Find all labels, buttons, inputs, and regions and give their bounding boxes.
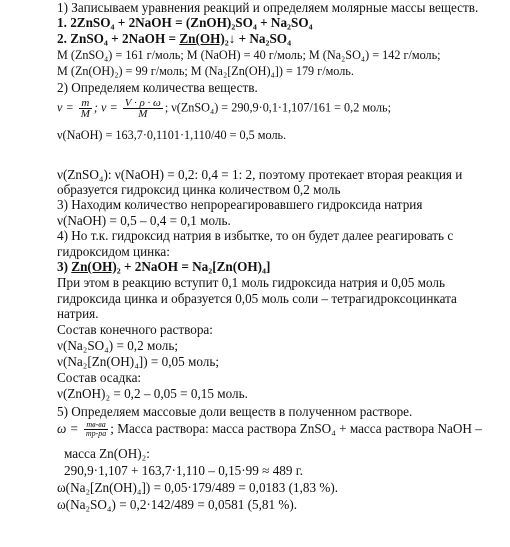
step-4-line-1 [57, 228, 453, 243]
precipitate-amount [57, 386, 248, 401]
denominator: M [138, 108, 148, 120]
text: образуется гидроксид цинка количеством 0,2 моль [57, 182, 341, 197]
text: масса Zn(OH)₂: [64, 446, 150, 461]
step-2-heading [57, 80, 258, 95]
molar-masses-2 [57, 64, 354, 79]
text: 1. 2ZnSO₄ + 2NaOH = (ZnOH)₂SO₄ + Na₂SO₄ [57, 15, 313, 30]
na2so4-mass-fraction [57, 497, 297, 512]
ratio-line-2 [57, 182, 340, 197]
mass-fraction-formula [57, 421, 482, 438]
text: 2. ZnSO₄ + 2NaOH = [57, 31, 180, 46]
text: ν = [57, 100, 77, 115]
text: ν(NaOH) = 0,5 – 0,4 = 0,1 моль. [57, 213, 231, 228]
text: ; ν(ZnSO₄) = 290,9·0,1·1,107/161 = 0,2 моль; [164, 100, 392, 115]
reaction-2 [57, 31, 291, 46]
fraction-volume [123, 98, 163, 119]
amount-formula [57, 98, 391, 119]
text: ν(ZnSO₄): ν(NaOH) = 0,2: 0,4 = 1: 2, поэтому протекает вторая реакция и [57, 167, 463, 182]
text: 3) Находим количество непрореагировавшего гидроксида натрия [57, 197, 423, 212]
text: 3) [57, 259, 72, 274]
text: гидроксида цинка и образуется 0,05 моль соли – тетрагидроксоцинката [57, 291, 457, 306]
text: ν(Na₂[Zn(OH)₄]) = 0,05 моль; [57, 354, 220, 369]
naoh-amount [57, 128, 286, 143]
step-5-heading [57, 404, 412, 419]
text: ω = [57, 421, 82, 436]
denominator: M [80, 108, 90, 120]
text: ; Масса раствора: масса раствора ZnSO₄ + масса раствора NaOH – [110, 421, 482, 436]
numerator: V · ρ · ω [124, 97, 161, 109]
numerator: m [79, 98, 92, 109]
text: 1) Записываем уравнения реакций и определяем молярные массы веществ. [57, 0, 479, 15]
text: ν(ZnOH)₂ = 0,2 – 0,05 = 0,15 моль. [57, 386, 248, 401]
paragraph-line-3 [57, 306, 99, 321]
text: 4) Но т.к. гидроксид натрия в избытке, то он будет далее реагировать с [57, 228, 454, 243]
step-4-line-2 [57, 244, 170, 259]
na2so4-amount [57, 338, 178, 353]
text: M (Zn(OH)₂) = 99 г/моль; M (Na₂[Zn(OH)₄]) = 179 г/моль. [57, 64, 354, 78]
paragraph-line-1 [57, 275, 445, 290]
zinc-hydroxide-underlined: Zn(OH)₂ [179, 31, 229, 46]
ratio-line-1 [57, 167, 462, 182]
text: Состав конечного раствора: [57, 322, 213, 337]
text: ν(NaOH) = 163,7·0,1101·1,110/40 = 0,5 моль. [57, 128, 287, 142]
final-solution-heading [57, 322, 213, 337]
text: Состав осадка: [57, 370, 142, 385]
reaction-3 [57, 259, 270, 274]
text: ; ν = [93, 100, 121, 115]
text: ↓ + Na₂SO₄ [228, 31, 292, 46]
excess-naoh [57, 213, 231, 228]
solution-mass-line [64, 446, 150, 461]
text: натрия. [57, 306, 99, 321]
text: 2) Определяем количества веществ. [57, 80, 258, 95]
text: M (ZnSO₄) = 161 г/моль; M (NaOH) = 40 г/моль; M (Na₂SO₄) = 142 г/моль; [57, 48, 441, 62]
molar-masses-1 [57, 48, 441, 63]
fraction-m-over-M [79, 98, 92, 119]
step-3-heading [57, 197, 422, 212]
denominator: mр-ра [85, 429, 107, 439]
numerator: mв-ва [84, 421, 108, 430]
text: + 2NaOH = Na₂[Zn(OH)₄] [120, 259, 271, 274]
zincate-amount [57, 354, 219, 369]
text: 290,9·1,107 + 163,7·1,110 – 0,15·99 ≈ 489 г. [64, 463, 303, 478]
step-1-heading [57, 0, 478, 15]
solution-mass-calc [64, 463, 303, 478]
text: гидроксидом цинка: [57, 244, 170, 259]
fraction-mass [84, 421, 108, 438]
text: ω(Na₂SO₄) = 0,2·142/489 = 0,0581 (5,81 %). [57, 497, 298, 512]
text: ω(Na₂[Zn(OH)₄]) = 0,05·179/489 = 0,0183 (1,83 %). [57, 480, 339, 495]
zincate-mass-fraction [57, 480, 338, 495]
precipitate-heading [57, 370, 141, 385]
paragraph-line-2 [57, 291, 457, 306]
text: ν(Na₂SO₄) = 0,2 моль; [57, 338, 179, 353]
zinc-hydroxide-underlined: Zn(OH)₂ [71, 259, 121, 274]
reaction-1 [57, 15, 313, 30]
text: При этом в реакцию вступит 0,1 моль гидроксида натрия и 0,05 моль [57, 275, 445, 290]
text: 5) Определяем массовые доли веществ в полученном растворе. [57, 404, 413, 419]
